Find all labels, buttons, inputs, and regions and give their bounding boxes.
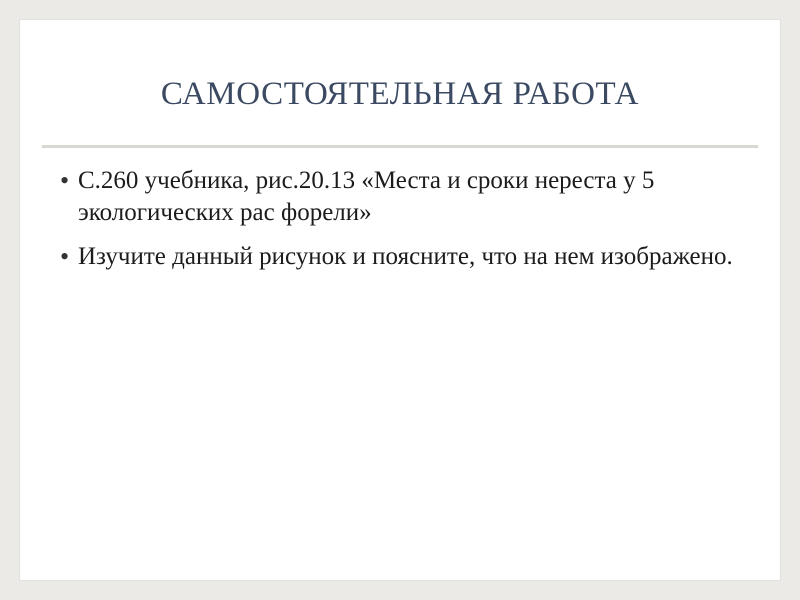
slide-body xyxy=(60,165,746,285)
list-item xyxy=(60,241,746,273)
bullet-icon: • xyxy=(60,166,70,195)
slide-canvas xyxy=(20,20,780,580)
list-item xyxy=(60,165,746,229)
bullet-icon: • xyxy=(60,242,70,271)
slide-title-band xyxy=(20,40,780,148)
list-item-text: Изучите данный рисунок и поясните, что на нем изображено. xyxy=(78,243,733,270)
page-title: САМОСТОЯТЕЛЬНАЯ РАБОТА xyxy=(160,75,640,112)
list-item-text: С.260 учебника, рис.20.13 «Места и сроки нереста у 5 экологических рас форели» xyxy=(78,167,655,226)
